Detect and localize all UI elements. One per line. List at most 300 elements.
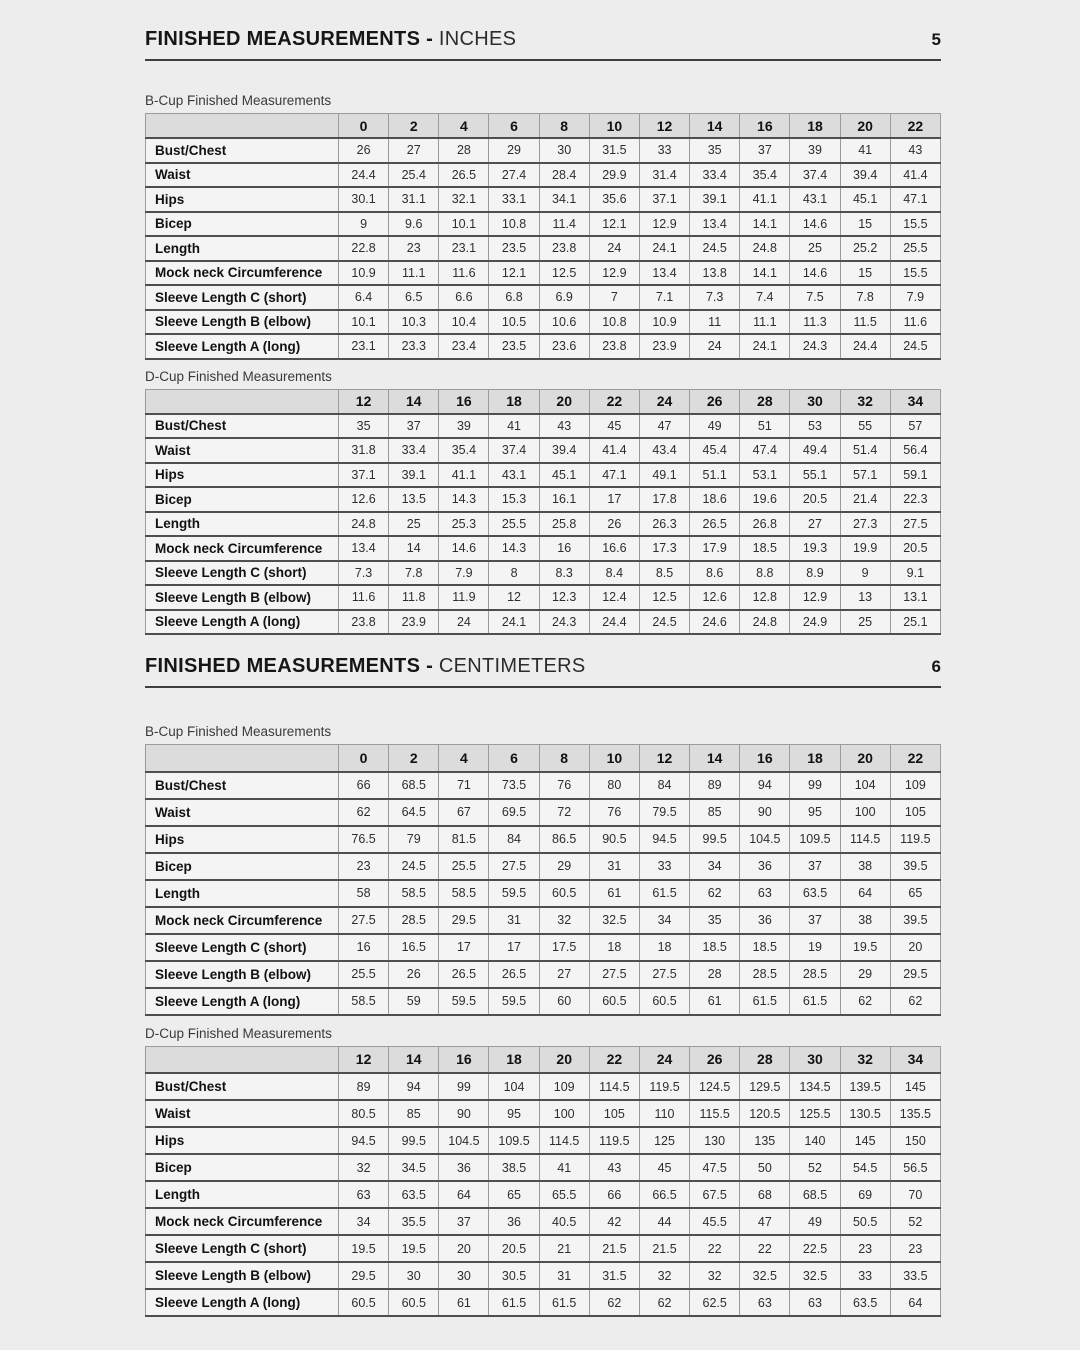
value-cell: 10.9 [639, 310, 689, 335]
size-header-cell: 28 [740, 1046, 790, 1073]
value-cell: 90 [439, 1100, 489, 1127]
value-cell: 38 [840, 907, 890, 934]
header-rule [145, 686, 941, 688]
value-cell: 59.5 [489, 880, 539, 907]
measurement-label: Sleeve Length B (elbow) [146, 310, 339, 335]
size-header-cell: 26 [690, 1046, 740, 1073]
value-cell: 34 [339, 1208, 389, 1235]
table-caption-bcup: B-Cup Finished Measurements [145, 724, 332, 739]
value-cell: 60.5 [339, 1289, 389, 1316]
value-cell: 21 [539, 1235, 589, 1262]
value-cell: 134.5 [790, 1073, 840, 1100]
value-cell: 89 [339, 1073, 389, 1100]
value-cell: 13.1 [890, 585, 940, 610]
value-cell: 26 [339, 138, 389, 163]
value-cell: 99.5 [389, 1127, 439, 1154]
value-cell: 33.1 [489, 187, 539, 212]
value-cell: 32.5 [740, 1262, 790, 1289]
value-cell: 61 [589, 880, 639, 907]
value-cell: 60.5 [589, 988, 639, 1015]
value-cell: 64 [890, 1289, 940, 1316]
value-cell: 31 [539, 1262, 589, 1289]
corner-cell [146, 1046, 339, 1073]
value-cell: 105 [890, 799, 940, 826]
value-cell: 23.5 [489, 236, 539, 261]
value-cell: 38 [840, 853, 890, 880]
value-cell: 24.4 [840, 334, 890, 359]
value-cell: 47 [639, 414, 689, 439]
measurement-row [146, 880, 941, 907]
measurement-label: Hips [146, 1127, 339, 1154]
value-cell: 119.5 [639, 1073, 689, 1100]
dcup-inches-table [145, 389, 941, 636]
value-cell: 114.5 [589, 1073, 639, 1100]
dcup-cm-table [145, 1046, 941, 1318]
value-cell: 60 [539, 988, 589, 1015]
value-cell: 63 [740, 1289, 790, 1316]
value-cell: 23 [339, 853, 389, 880]
value-cell: 25 [840, 610, 890, 635]
value-cell: 28.5 [740, 961, 790, 988]
value-cell: 65.5 [539, 1181, 589, 1208]
value-cell: 9.1 [890, 561, 940, 586]
value-cell: 22.3 [890, 487, 940, 512]
corner-cell [146, 389, 339, 414]
value-cell: 62 [589, 1289, 639, 1316]
value-cell: 104 [489, 1073, 539, 1100]
value-cell: 6.9 [539, 285, 589, 310]
value-cell: 56.5 [890, 1154, 940, 1181]
size-header-cell: 4 [439, 114, 489, 139]
value-cell: 24.5 [890, 334, 940, 359]
value-cell: 110 [639, 1100, 689, 1127]
value-cell: 29 [489, 138, 539, 163]
value-cell: 7.3 [339, 561, 389, 586]
value-cell: 53.1 [740, 463, 790, 488]
value-cell: 32 [539, 907, 589, 934]
value-cell: 14.6 [790, 212, 840, 237]
bcup-cm-table [145, 744, 941, 1016]
value-cell: 14.6 [790, 261, 840, 286]
measurement-label: Sleeve Length C (short) [146, 934, 339, 961]
value-cell: 33 [639, 138, 689, 163]
value-cell: 26.3 [639, 512, 689, 537]
value-cell: 42 [589, 1208, 639, 1235]
value-cell: 85 [690, 799, 740, 826]
size-header-cell: 12 [339, 1046, 389, 1073]
size-header-cell: 16 [740, 745, 790, 772]
value-cell: 6.6 [439, 285, 489, 310]
value-cell: 6.4 [339, 285, 389, 310]
value-cell: 12.6 [690, 585, 740, 610]
value-cell: 68 [740, 1181, 790, 1208]
value-cell: 12.3 [539, 585, 589, 610]
value-cell: 14.3 [489, 536, 539, 561]
size-header-cell: 14 [389, 389, 439, 414]
value-cell: 59.1 [890, 463, 940, 488]
value-cell: 25 [790, 236, 840, 261]
value-cell: 12.5 [639, 585, 689, 610]
value-cell: 61.5 [790, 988, 840, 1015]
value-cell: 99 [790, 772, 840, 799]
value-cell: 27 [389, 138, 439, 163]
size-header-cell: 18 [489, 389, 539, 414]
value-cell: 25 [389, 512, 439, 537]
value-cell: 23.8 [589, 334, 639, 359]
value-cell: 17.9 [690, 536, 740, 561]
value-cell: 13.4 [339, 536, 389, 561]
value-cell: 47.5 [690, 1154, 740, 1181]
value-cell: 7.9 [439, 561, 489, 586]
value-cell: 45.4 [690, 438, 740, 463]
value-cell: 30 [539, 138, 589, 163]
value-cell: 68.5 [389, 772, 439, 799]
value-cell: 20 [439, 1235, 489, 1262]
measurement-row [146, 853, 941, 880]
value-cell: 20.5 [890, 536, 940, 561]
value-cell: 99.5 [690, 826, 740, 853]
value-cell: 29.9 [589, 163, 639, 188]
size-header-cell: 16 [439, 389, 489, 414]
measurement-label: Mock neck Circumference [146, 1208, 339, 1235]
measurement-label: Hips [146, 826, 339, 853]
value-cell: 12 [489, 585, 539, 610]
value-cell: 109.5 [790, 826, 840, 853]
value-cell: 64 [439, 1181, 489, 1208]
value-cell: 50.5 [840, 1208, 890, 1235]
value-cell: 45 [639, 1154, 689, 1181]
value-cell: 43 [539, 414, 589, 439]
measurement-row [146, 907, 941, 934]
value-cell: 7 [589, 285, 639, 310]
value-cell: 11.6 [439, 261, 489, 286]
size-header-cell: 34 [890, 389, 940, 414]
measurement-row [146, 285, 941, 310]
value-cell: 21.4 [840, 487, 890, 512]
measurement-row [146, 772, 941, 799]
value-cell: 23 [890, 1235, 940, 1262]
measurement-label: Hips [146, 463, 339, 488]
size-header-cell: 4 [439, 745, 489, 772]
value-cell: 23.6 [539, 334, 589, 359]
measurement-row [146, 438, 941, 463]
value-cell: 10.6 [539, 310, 589, 335]
value-cell: 50 [740, 1154, 790, 1181]
value-cell: 30 [389, 1262, 439, 1289]
value-cell: 23 [389, 236, 439, 261]
value-cell: 29 [840, 961, 890, 988]
size-header-cell: 0 [339, 114, 389, 139]
value-cell: 94.5 [339, 1127, 389, 1154]
value-cell: 66.5 [639, 1181, 689, 1208]
value-cell: 94 [740, 772, 790, 799]
value-cell: 26.8 [740, 512, 790, 537]
size-header-cell: 32 [840, 1046, 890, 1073]
size-header-cell: 14 [389, 1046, 439, 1073]
value-cell: 7.8 [389, 561, 439, 586]
value-cell: 14.3 [439, 487, 489, 512]
value-cell: 94 [389, 1073, 439, 1100]
value-cell: 35.4 [439, 438, 489, 463]
value-cell: 22 [690, 1235, 740, 1262]
value-cell: 125 [639, 1127, 689, 1154]
value-cell: 34.1 [539, 187, 589, 212]
value-cell: 24.1 [639, 236, 689, 261]
value-cell: 56.4 [890, 438, 940, 463]
value-cell: 24.5 [639, 610, 689, 635]
value-cell: 24.8 [339, 512, 389, 537]
value-cell: 85 [389, 1100, 439, 1127]
value-cell: 13.8 [690, 261, 740, 286]
value-cell: 39.4 [840, 163, 890, 188]
value-cell: 28 [690, 961, 740, 988]
value-cell: 12.4 [589, 585, 639, 610]
value-cell: 11.8 [389, 585, 439, 610]
value-cell: 6.5 [389, 285, 439, 310]
value-cell: 34 [639, 907, 689, 934]
value-cell: 67.5 [690, 1181, 740, 1208]
value-cell: 61.5 [539, 1289, 589, 1316]
value-cell: 139.5 [840, 1073, 890, 1100]
value-cell: 43 [890, 138, 940, 163]
page-number: 6 [931, 657, 941, 676]
value-cell: 32 [690, 1262, 740, 1289]
value-cell: 11.9 [439, 585, 489, 610]
value-cell: 33.4 [690, 163, 740, 188]
value-cell: 29.5 [890, 961, 940, 988]
value-cell: 45.5 [690, 1208, 740, 1235]
section-inches [145, 28, 941, 635]
value-cell: 61 [690, 988, 740, 1015]
value-cell: 41.1 [439, 463, 489, 488]
value-cell: 24 [589, 236, 639, 261]
value-cell: 124.5 [690, 1073, 740, 1100]
measurement-row [146, 1262, 941, 1289]
value-cell: 21.5 [589, 1235, 639, 1262]
value-cell: 7.8 [840, 285, 890, 310]
value-cell: 15.5 [890, 261, 940, 286]
value-cell: 32.1 [439, 187, 489, 212]
value-cell: 49 [690, 414, 740, 439]
value-cell: 73.5 [489, 772, 539, 799]
value-cell: 140 [790, 1127, 840, 1154]
value-cell: 13.5 [389, 487, 439, 512]
value-cell: 31.5 [589, 1262, 639, 1289]
value-cell: 29 [539, 853, 589, 880]
value-cell: 104.5 [439, 1127, 489, 1154]
measurement-label: Waist [146, 1100, 339, 1127]
value-cell: 24.3 [539, 610, 589, 635]
measurement-label: Bust/Chest [146, 772, 339, 799]
value-cell: 22 [740, 1235, 790, 1262]
value-cell: 25.3 [439, 512, 489, 537]
value-cell: 90.5 [589, 826, 639, 853]
bcup-inches-table [145, 113, 941, 360]
size-header-cell: 34 [890, 1046, 940, 1073]
value-cell: 26.5 [439, 961, 489, 988]
value-cell: 23.3 [389, 334, 439, 359]
value-cell: 11 [690, 310, 740, 335]
value-cell: 26.5 [489, 961, 539, 988]
measurement-label: Hips [146, 187, 339, 212]
size-header-cell: 16 [740, 114, 790, 139]
measurement-label: Bust/Chest [146, 414, 339, 439]
size-header-cell: 16 [439, 1046, 489, 1073]
measurement-row [146, 585, 941, 610]
size-header-cell: 10 [589, 114, 639, 139]
value-cell: 59.5 [439, 988, 489, 1015]
value-cell: 18.5 [740, 536, 790, 561]
measurement-row [146, 261, 941, 286]
value-cell: 51 [740, 414, 790, 439]
value-cell: 19.3 [790, 536, 840, 561]
value-cell: 28.4 [539, 163, 589, 188]
page-title-unit: INCHES [433, 28, 517, 50]
value-cell: 68.5 [790, 1181, 840, 1208]
measurement-row [146, 610, 941, 635]
value-cell: 35 [690, 907, 740, 934]
value-cell: 16.6 [589, 536, 639, 561]
value-cell: 10.8 [589, 310, 639, 335]
value-cell: 12.8 [740, 585, 790, 610]
value-cell: 26.5 [439, 163, 489, 188]
page-title-unit: CENTIMETERS [433, 655, 586, 677]
corner-cell [146, 745, 339, 772]
value-cell: 22.5 [790, 1235, 840, 1262]
value-cell: 16.1 [539, 487, 589, 512]
measurement-row [146, 163, 941, 188]
value-cell: 135.5 [890, 1100, 940, 1127]
value-cell: 27.5 [339, 907, 389, 934]
value-cell: 145 [890, 1073, 940, 1100]
value-cell: 24 [690, 334, 740, 359]
measurement-label: Waist [146, 799, 339, 826]
value-cell: 23 [840, 1235, 890, 1262]
value-cell: 13.4 [639, 261, 689, 286]
value-cell: 62.5 [690, 1289, 740, 1316]
value-cell: 65 [489, 1181, 539, 1208]
measurement-row [146, 561, 941, 586]
measurement-row [146, 236, 941, 261]
value-cell: 45.1 [840, 187, 890, 212]
size-header-cell: 22 [890, 114, 940, 139]
value-cell: 21.5 [639, 1235, 689, 1262]
value-cell: 18.5 [740, 934, 790, 961]
value-cell: 29.5 [339, 1262, 389, 1289]
value-cell: 37 [740, 138, 790, 163]
measurement-label: Mock neck Circumference [146, 536, 339, 561]
value-cell: 34 [690, 853, 740, 880]
value-cell: 45.1 [539, 463, 589, 488]
page-title-bold: FINISHED MEASUREMENTS - [145, 655, 434, 677]
value-cell: 8 [489, 561, 539, 586]
measurement-label: Length [146, 236, 339, 261]
value-cell: 31 [489, 907, 539, 934]
value-cell: 119.5 [890, 826, 940, 853]
measurement-label: Waist [146, 438, 339, 463]
value-cell: 95 [489, 1100, 539, 1127]
value-cell: 60.5 [389, 1289, 439, 1316]
value-cell: 10.1 [439, 212, 489, 237]
value-cell: 7.5 [790, 285, 840, 310]
value-cell: 18.5 [690, 934, 740, 961]
value-cell: 35.6 [589, 187, 639, 212]
size-header-cell: 2 [389, 114, 439, 139]
measurement-row [146, 826, 941, 853]
value-cell: 119.5 [589, 1127, 639, 1154]
value-cell: 28.5 [389, 907, 439, 934]
value-cell: 23.5 [489, 334, 539, 359]
value-cell: 39 [790, 138, 840, 163]
value-cell: 19.5 [339, 1235, 389, 1262]
value-cell: 25.5 [439, 853, 489, 880]
measurement-label: Bicep [146, 1154, 339, 1181]
size-header-cell: 8 [539, 745, 589, 772]
value-cell: 62 [890, 988, 940, 1015]
measurement-label: Sleeve Length B (elbow) [146, 961, 339, 988]
size-header-row [146, 389, 941, 414]
measurement-label: Sleeve Length A (long) [146, 610, 339, 635]
value-cell: 32 [339, 1154, 389, 1181]
measurement-label: Sleeve Length C (short) [146, 561, 339, 586]
value-cell: 53 [790, 414, 840, 439]
value-cell: 52 [790, 1154, 840, 1181]
value-cell: 18 [639, 934, 689, 961]
value-cell: 47.1 [589, 463, 639, 488]
measurement-row [146, 961, 941, 988]
value-cell: 6.8 [489, 285, 539, 310]
value-cell: 150 [890, 1127, 940, 1154]
value-cell: 37 [790, 853, 840, 880]
size-header-row [146, 1046, 941, 1073]
value-cell: 61.5 [639, 880, 689, 907]
value-cell: 13.4 [690, 212, 740, 237]
size-header-cell: 26 [690, 389, 740, 414]
value-cell: 14.6 [439, 536, 489, 561]
value-cell: 135 [740, 1127, 790, 1154]
value-cell: 31.4 [639, 163, 689, 188]
value-cell: 100 [539, 1100, 589, 1127]
value-cell: 69.5 [489, 799, 539, 826]
value-cell: 17 [439, 934, 489, 961]
value-cell: 61 [439, 1289, 489, 1316]
value-cell: 62 [840, 988, 890, 1015]
value-cell: 10.1 [339, 310, 389, 335]
value-cell: 23.1 [339, 334, 389, 359]
value-cell: 32.5 [589, 907, 639, 934]
value-cell: 15 [840, 212, 890, 237]
value-cell: 34.5 [389, 1154, 439, 1181]
value-cell: 37 [790, 907, 840, 934]
value-cell: 109 [890, 772, 940, 799]
size-header-cell: 28 [740, 389, 790, 414]
value-cell: 10.3 [389, 310, 439, 335]
value-cell: 20 [890, 934, 940, 961]
measurement-row [146, 536, 941, 561]
value-cell: 24.5 [389, 853, 439, 880]
measurement-label: Sleeve Length B (elbow) [146, 585, 339, 610]
value-cell: 18.6 [690, 487, 740, 512]
measurement-row [146, 414, 941, 439]
value-cell: 94.5 [639, 826, 689, 853]
value-cell: 105 [589, 1100, 639, 1127]
size-header-cell: 18 [790, 114, 840, 139]
value-cell: 43.4 [639, 438, 689, 463]
value-cell: 49.1 [639, 463, 689, 488]
measurement-row [146, 1073, 941, 1100]
value-cell: 84 [639, 772, 689, 799]
value-cell: 37 [439, 1208, 489, 1235]
